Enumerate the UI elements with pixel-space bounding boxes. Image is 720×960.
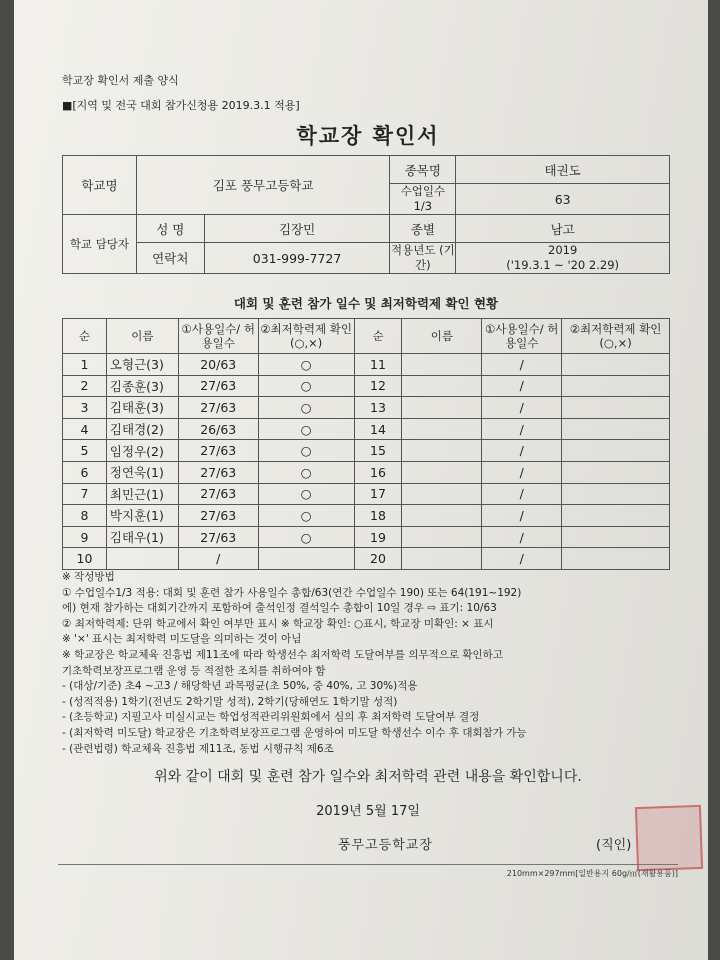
cell-days: 27/63 (178, 375, 258, 397)
cell-min (562, 483, 670, 505)
cell-name (402, 440, 482, 462)
cell-no: 6 (63, 461, 107, 483)
table-row (63, 526, 670, 548)
cell-name (106, 548, 178, 570)
cell-name (402, 548, 482, 570)
note-line: - (관련법령) 학교체육 진흥법 제11조, 동법 시행규칙 제6조 (62, 742, 334, 755)
table-header-row (63, 319, 670, 354)
cell-min (562, 418, 670, 440)
header-min: ②최저학력제 확인(○,×) (562, 319, 670, 354)
note-line: - (초등학교) 지필고사 미실시교는 학업성적관리위원회에서 심의 후 최저학력 도달여부 결정 (62, 711, 480, 724)
cell-min: ○ (258, 418, 354, 440)
cell-min: ○ (258, 397, 354, 419)
cell-name: 정연욱(1) (106, 461, 178, 483)
cell-name (402, 526, 482, 548)
header-days: ①사용일수/ 허용일수 (178, 319, 258, 354)
section-title: 대회 및 훈련 참가 일수 및 최저학력제 확인 현황 (233, 296, 499, 311)
cell-name (402, 375, 482, 397)
header-min: ②최저학력제 확인(○,×) (258, 319, 354, 354)
table-row (63, 461, 670, 483)
cell-name: 임정우(2) (106, 440, 178, 462)
table-row (63, 418, 670, 440)
cell-no: 19 (354, 526, 402, 548)
cell-name: 김태훈(3) (106, 397, 178, 419)
cell-days: / (482, 375, 562, 397)
cell-name (402, 461, 482, 483)
school-value: 김포 풍무고등학교 (136, 156, 390, 215)
year-cell (456, 243, 670, 274)
footer-divider (58, 864, 678, 865)
table-row (63, 397, 670, 419)
days-value: 63 (456, 184, 670, 215)
table-row (63, 483, 670, 505)
cell-no: 5 (63, 440, 107, 462)
cell-days: / (482, 505, 562, 527)
cell-days: / (482, 461, 562, 483)
form-name: 학교장 확인서 제출 양식 (62, 74, 179, 87)
cell-days: / (482, 418, 562, 440)
name-label: 성 명 (136, 215, 204, 243)
cell-name (402, 505, 482, 527)
cell-no: 10 (63, 548, 107, 570)
cell-min: ○ (258, 461, 354, 483)
year-value: 2019 (548, 243, 578, 257)
cell-name: 박지훈(1) (106, 505, 178, 527)
cell-no: 4 (63, 418, 107, 440)
table-row (63, 505, 670, 527)
cell-days: 27/63 (178, 483, 258, 505)
cell-name: 김태경(2) (106, 418, 178, 440)
gender-value: 남고 (456, 215, 670, 243)
cell-no: 16 (354, 461, 402, 483)
cell-name (402, 354, 482, 376)
cell-min (562, 375, 670, 397)
note-line: ※ 학교장은 학교체육 진흥법 제11조에 따라 학생선수 최저학력 도달여부를 의무적으로 확인하고 (62, 648, 503, 661)
year-label: 적용년도 (기간) (391, 243, 455, 272)
notes-section (62, 570, 682, 757)
document-title: 학교장 확인서 (296, 124, 440, 148)
contact-value: 031-999-7727 (204, 243, 390, 274)
cell-days: / (482, 354, 562, 376)
cell-min (562, 354, 670, 376)
form-subtitle: ■[지역 및 전국 대회 참가신청용 2019.3.1 적용] (62, 99, 300, 112)
cell-no: 12 (354, 375, 402, 397)
note-line: - (성적적용) 1학기(전년도 2학기말 성적), 2학기(당해연도 1학기말 성적) (62, 695, 398, 708)
cell-min: ○ (258, 505, 354, 527)
cell-min (562, 526, 670, 548)
cell-min (562, 397, 670, 419)
cell-name: 김종훈(3) (106, 375, 178, 397)
note-line: 에) 현재 참가하는 대회기간까지 포함하여 출석인정 결석일수 총합이 10일 경우 ⇨ 표기: 10/63 (62, 602, 497, 615)
cell-name (402, 397, 482, 419)
table-row (63, 548, 670, 570)
cell-min (258, 548, 354, 570)
cell-days: / (482, 440, 562, 462)
cell-min: ○ (258, 483, 354, 505)
issue-date: 2019년 5월 17일 (316, 804, 420, 819)
sport-label: 종목명 (390, 156, 456, 184)
cell-days: 27/63 (178, 440, 258, 462)
cell-no: 8 (63, 505, 107, 527)
cell-no: 9 (63, 526, 107, 548)
table-row (63, 440, 670, 462)
cell-no: 3 (63, 397, 107, 419)
cell-days: 20/63 (178, 354, 258, 376)
cell-days: / (482, 397, 562, 419)
cell-min (562, 548, 670, 570)
cell-days: 27/63 (178, 526, 258, 548)
cell-no: 1 (63, 354, 107, 376)
header-no: 순 (63, 319, 107, 354)
cell-min (562, 440, 670, 462)
header-no: 순 (354, 319, 402, 354)
records-table (62, 318, 670, 570)
cell-no: 18 (354, 505, 402, 527)
cell-no: 7 (63, 483, 107, 505)
principal-name: 풍무고등학교장 (338, 838, 433, 853)
manager-label: 학교 담당자 (63, 215, 137, 274)
table-row (63, 375, 670, 397)
note-line: - (최저학력 미도달) 학교장은 기초학력보장프로그램 운영하여 미도달 학생선수 이수 후 대회참가 가능 (62, 726, 527, 739)
cell-name: 김태우(1) (106, 526, 178, 548)
note-line: ① 수업일수1/3 적용: 대회 및 훈련 참가 사용일수 총합/63(연간 수업일수 190) 또는 64(191~192) (62, 586, 522, 599)
header-days: ①사용일수/ 허용일수 (482, 319, 562, 354)
cell-days: 27/63 (178, 461, 258, 483)
cell-min: ○ (258, 526, 354, 548)
days-label: 수업일수 1/3 (390, 184, 456, 215)
cell-no: 15 (354, 440, 402, 462)
cell-no: 2 (63, 375, 107, 397)
note-line: - (대상/기준) 초4 ~고3 / 해당학년 과목평균(초 50%, 중 40%, 고 30%)적용 (62, 680, 418, 693)
cell-name: 최민근(1) (106, 483, 178, 505)
info-table (62, 155, 670, 274)
official-seal (635, 805, 703, 871)
cell-min: ○ (258, 354, 354, 376)
cell-min (562, 505, 670, 527)
header-name: 이름 (106, 319, 178, 354)
cell-no: 17 (354, 483, 402, 505)
note-line: 기초학력보장프로그램 운영 등 적절한 조치를 취하여야 함 (62, 664, 326, 677)
name-value: 김장민 (204, 215, 390, 243)
cell-no: 20 (354, 548, 402, 570)
cell-no: 14 (354, 418, 402, 440)
note-line: ② 최저학력제: 단위 학교에서 확인 여부만 표시 ※ 학교장 확인: ○표시, 학교장 미확인: × 표시 (62, 617, 494, 630)
cell-min: ○ (258, 440, 354, 462)
paper-spec-footer: 210mm×297mm[일반용지 60g/㎡(재활용품)] (506, 869, 678, 878)
gender-label: 종별 (390, 215, 456, 243)
cell-days: / (482, 483, 562, 505)
cell-days: / (178, 548, 258, 570)
cell-days: / (482, 526, 562, 548)
school-label: 학교명 (63, 156, 137, 215)
cell-min (562, 461, 670, 483)
sport-value: 태권도 (456, 156, 670, 184)
cell-no: 13 (354, 397, 402, 419)
seal-label: (직인) (596, 838, 632, 853)
header-name: 이름 (402, 319, 482, 354)
document-paper (14, 0, 708, 960)
note-line: ※ '×' 표시는 최저학력 미도달을 의미하는 것이 아님 (62, 633, 302, 646)
note-line: ※ 작성방법 (62, 571, 115, 583)
cell-min: ○ (258, 375, 354, 397)
contact-label: 연락처 (136, 243, 204, 274)
cell-name: 오형근(3) (106, 354, 178, 376)
cell-days: 27/63 (178, 505, 258, 527)
cell-days: 26/63 (178, 418, 258, 440)
cell-no: 11 (354, 354, 402, 376)
cell-days: 27/63 (178, 397, 258, 419)
year-period: ('19.3.1 ~ '20 2.29) (506, 258, 619, 272)
table-row (63, 354, 670, 376)
cell-name (402, 483, 482, 505)
confirm-text: 위와 같이 대회 및 훈련 참가 일수와 최저학력 관련 내용을 확인합니다. (154, 769, 582, 785)
cell-name (402, 418, 482, 440)
cell-days: / (482, 548, 562, 570)
